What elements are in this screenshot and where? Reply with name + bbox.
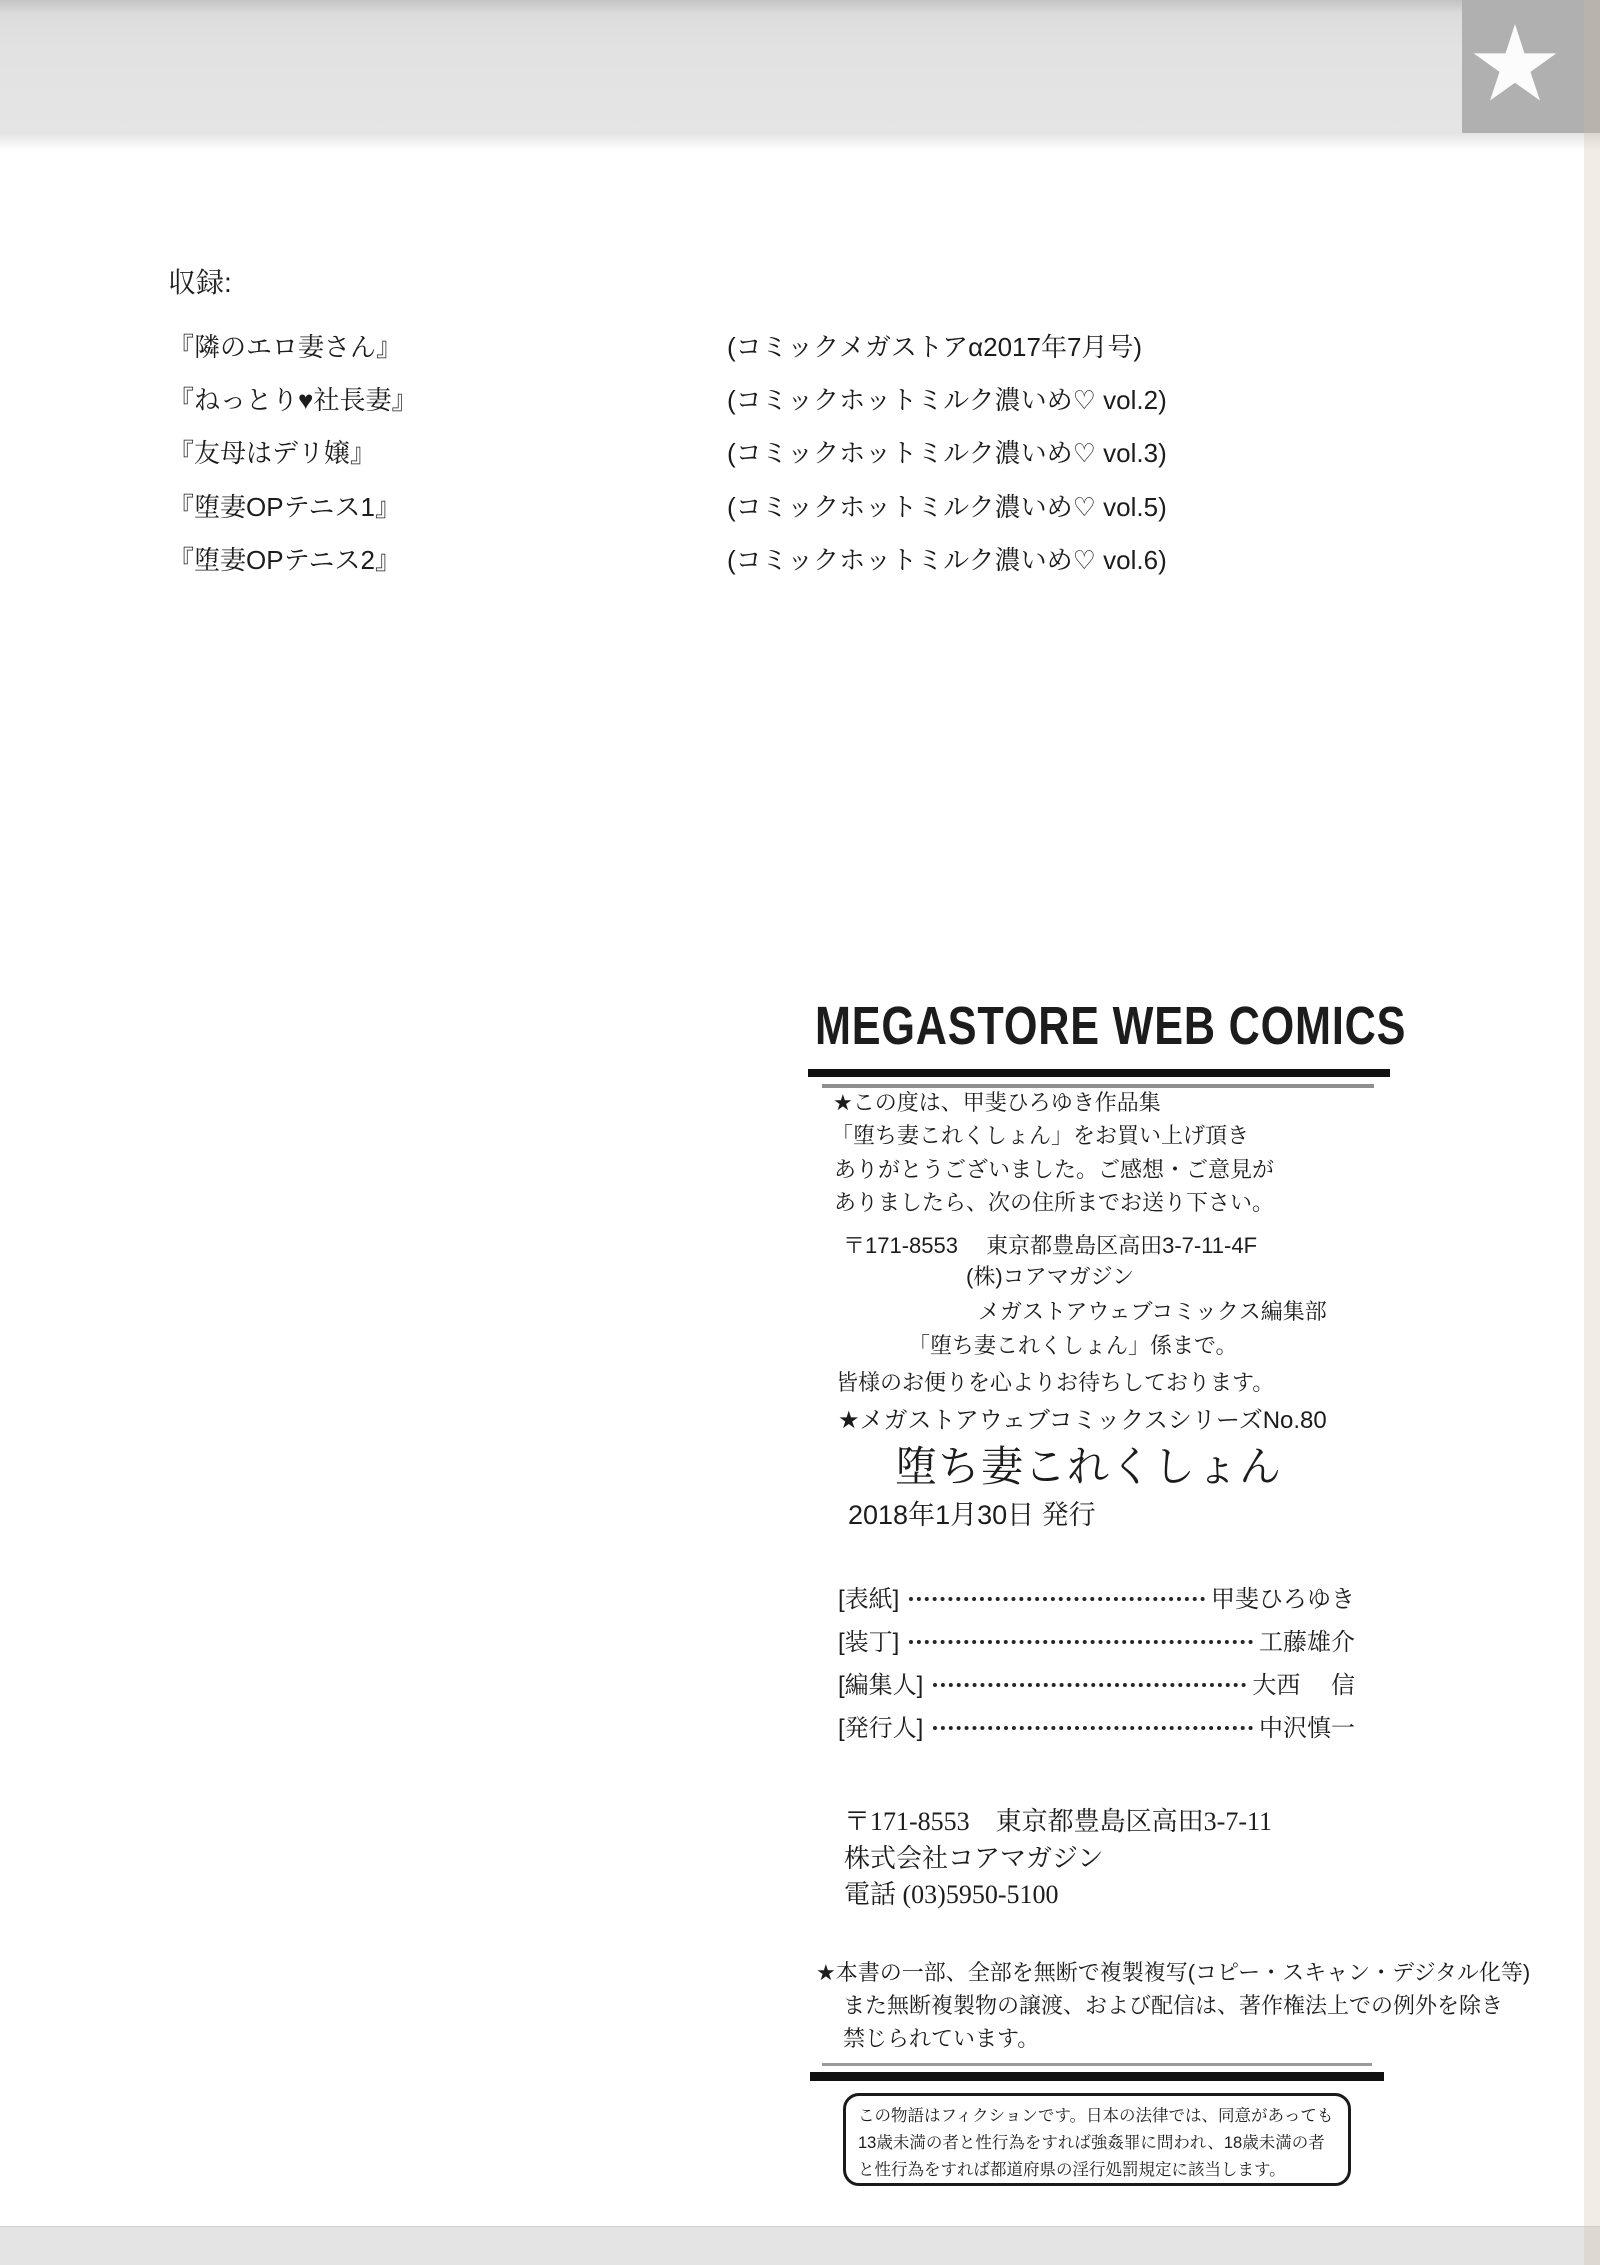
star-icon	[1472, 24, 1558, 108]
credit-name: 甲斐ひろゆき	[1211, 1585, 1355, 1613]
toc-item-title: 『隣のエロ妻さん』	[168, 332, 403, 362]
series-number: ★メガストアウェブコミックスシリーズNo.80	[838, 1407, 1327, 1434]
toc-item-source: (コミックホットミルク濃いめ♡ vol.5)	[727, 492, 1167, 522]
copyright-line: また無断複製物の譲渡、および配信は、著作権法上での例外を除き	[843, 1993, 1504, 2018]
greeting-line: 「堕ち妻これくしょん」をお買い上げ頂き	[831, 1123, 1250, 1148]
credit-name: 中沢慎一	[1259, 1714, 1355, 1742]
credit-row	[838, 1664, 1355, 1700]
dotted-leader	[909, 1640, 1253, 1644]
toc-item-source: (コミックホットミルク濃いめ♡ vol.2)	[727, 385, 1167, 415]
toc-heading: 収録:	[168, 267, 232, 298]
toc-item-source: (コミックメガストアα2017年7月号)	[727, 332, 1143, 362]
header-rule-thick	[808, 1069, 1390, 1077]
dotted-leader	[933, 1683, 1246, 1687]
greeting-line: ありましたら、次の住所までお送り下さい。	[834, 1190, 1275, 1215]
footer-rule-thin	[822, 2063, 1372, 2066]
credit-row	[838, 1707, 1355, 1743]
book-title: 堕ち妻これくしょん	[895, 1443, 1283, 1490]
brand-logotype: MEGASTORE WEB COMICS	[815, 996, 1407, 1056]
credit-row	[838, 1621, 1355, 1657]
toc-item-title: 『友母はデリ嬢』	[168, 438, 377, 468]
publish-date: 2018年1月30日 発行	[848, 1500, 1096, 1530]
credit-label: [発行人]	[838, 1714, 924, 1742]
toc-item-title: 『ねっとり♥社長妻』	[168, 385, 418, 415]
credit-label: [装丁]	[838, 1628, 900, 1656]
toc-item-source: (コミックホットミルク濃いめ♡ vol.6)	[727, 545, 1167, 575]
credit-label: [編集人]	[838, 1671, 924, 1699]
greeting-line: 皆様のお便りを心よりお待ちしております。	[836, 1370, 1275, 1395]
copyright-line: ★本書の一部、全部を無断で複製複写(コピー・スキャン・デジタル化等)	[816, 1960, 1531, 1985]
copyright-line: 禁じられています。	[843, 2026, 1040, 2051]
credit-name: 工藤雄介	[1259, 1628, 1355, 1656]
top-scan-fade	[0, 133, 1600, 150]
greeting-line: ★この度は、甲斐ひろゆき作品集	[833, 1090, 1161, 1115]
editorial-address-line: メガストアウェブコミックス編集部	[978, 1299, 1327, 1324]
star-corner-block	[1462, 0, 1600, 133]
notice-line: この物語はフィクションです。日本の法律では、同意があっても	[858, 2107, 1334, 2125]
notice-line: と性行為をすれば都道府県の淫行処罰規定に該当します。	[858, 2161, 1286, 2179]
footer-rule-thick	[810, 2072, 1384, 2081]
toc-item-source: (コミックホットミルク濃いめ♡ vol.3)	[727, 438, 1167, 468]
dotted-leader	[933, 1726, 1253, 1730]
top-scan-bar	[0, 0, 1600, 133]
editorial-address-line: 「堕ち妻これくしょん」係まで。	[908, 1333, 1238, 1358]
credit-name: 大西 信	[1252, 1671, 1355, 1699]
greeting-line: ありがとうございました。ご感想・ご意見が	[834, 1157, 1275, 1182]
publisher-phone: 電話 (03)5950-5100	[844, 1880, 1059, 1909]
credit-row	[838, 1578, 1355, 1614]
credit-label: [表紙]	[838, 1585, 900, 1613]
editorial-address-line: (株)コアマガジン	[966, 1264, 1135, 1289]
publisher-company: 株式会社コアマガジン	[844, 1844, 1104, 1873]
notice-line: 13歳未満の者と性行為をすれば強姦罪に問われ、18歳未満の者	[858, 2134, 1325, 2152]
toc-item-title: 『堕妻OPテニス2』	[168, 545, 401, 575]
publisher-postal: 〒171-8553 東京都豊島区高田3-7-11	[844, 1807, 1273, 1836]
right-scan-edge	[1584, 0, 1600, 2265]
dotted-leader	[909, 1597, 1205, 1601]
editorial-address-line: 〒171-8553 東京都豊島区高田3-7-11-4F	[843, 1233, 1258, 1258]
toc-item-title: 『堕妻OPテニス1』	[168, 492, 401, 522]
bottom-scan-band	[0, 2226, 1600, 2265]
fiction-notice-box	[843, 2093, 1351, 2186]
